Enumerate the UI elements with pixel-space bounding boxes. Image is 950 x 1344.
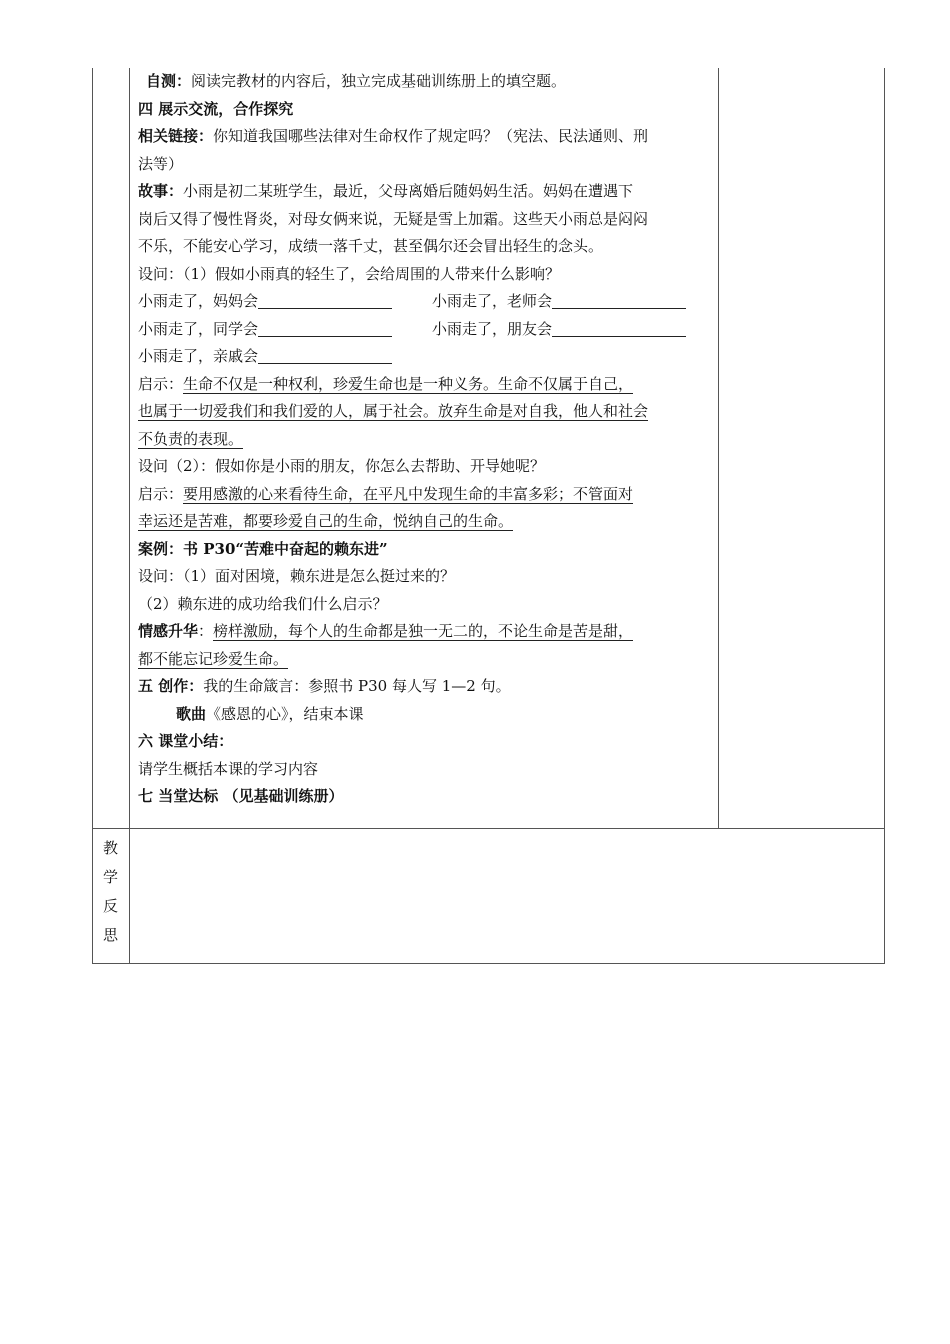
underlined-text: 幸运还是苦难，都要珍爱自己的生命，悦纳自己的生命。 — [138, 512, 514, 530]
text-line — [138, 673, 712, 701]
section-label: 歌曲 — [176, 704, 207, 723]
text: 小雨走了，妈妈会 — [138, 292, 259, 310]
text-line: 不乐，不能安心学习，成绩一落千丈，甚至偶尔还会冒出轻生的念头。 — [138, 237, 604, 255]
text-line: 法等） — [138, 154, 184, 173]
text-line: 设问（2）：假如你是小雨的朋友，你怎么去帮助、开导她呢？ — [138, 457, 546, 475]
text-line — [138, 646, 712, 674]
text-line — [138, 68, 712, 96]
text: 阅读完教材的内容后，独立完成基础训练册上的填空题。 — [191, 72, 567, 90]
case-heading: 案例：书 P30“苦难中奋起的赖东进” — [138, 539, 388, 558]
text-line: 岗后又得了慢性肾炎，对母女俩来说，无疑是雪上加霜。这些天小雨总是闷闷 — [138, 209, 649, 228]
fill-in-row — [138, 316, 712, 344]
text-line — [138, 481, 712, 509]
section-label: 故事： — [138, 182, 184, 200]
label-char: 学 — [102, 868, 118, 886]
text-line: （2）赖东进的成功给我们什么启示？ — [138, 594, 388, 613]
text-line: 设问：（1）面对困境，赖东进是怎么挺过来的？ — [138, 567, 456, 585]
answer-blank — [552, 292, 686, 309]
text-line — [138, 701, 712, 729]
text-line — [138, 426, 712, 454]
section-heading: 七 当堂达标 （见基础训练册） — [138, 787, 344, 805]
text: ： — [198, 622, 214, 640]
text-line — [138, 178, 712, 206]
fill-in-row — [138, 288, 712, 316]
teaching-reflection-label — [92, 828, 129, 950]
table-border-bottom — [92, 963, 885, 964]
table-border-inner-right — [718, 68, 719, 828]
table-border-right — [884, 68, 885, 964]
underlined-text: 也属于一切爱我们和我们爱的人，属于社会。放弃生命是对自我，他人和社会 — [138, 402, 649, 420]
answer-blank — [552, 320, 686, 337]
section-label: 相关链接： — [138, 127, 214, 145]
text: 《感恩的心》，结束本课 — [206, 704, 364, 723]
text: 你知道我国哪些法律对生命权作了规定吗？（宪法、民法通则、刑 — [213, 127, 649, 145]
underlined-text: 都不能忘记珍爱生命。 — [138, 649, 289, 668]
text: 小雨是初二某班学生，最近，父母离婚后随妈妈生活。妈妈在遭遇下 — [183, 182, 634, 200]
text-line: 请学生概括本课的学习内容 — [138, 759, 319, 778]
text: 小雨走了，朋友会 — [432, 319, 553, 338]
label-char: 反 — [102, 897, 118, 915]
underlined-text: 生命不仅是一种权利，珍爱生命也是一种义务。生命不仅属于自己， — [183, 374, 634, 393]
text-line — [138, 508, 712, 536]
label-char: 教 — [102, 839, 118, 857]
text: 我的生命箴言：参照书 P30 每人写 1—2 句。 — [203, 677, 511, 695]
section-heading: 四 展示交流，合作探究 — [138, 99, 294, 118]
text-line: 设问：（1）假如小雨真的轻生了，会给周围的人带来什么影响？ — [138, 264, 561, 283]
text: 小雨走了，老师会 — [432, 292, 553, 310]
underlined-text: 要用感激的心来看待生命，在平凡中发现生命的丰富多彩；不管面对 — [183, 484, 634, 503]
label-char: 思 — [102, 926, 118, 944]
section-label: 情感升华 — [138, 622, 199, 640]
underlined-text: 榜样激励，每个人的生命都是独一无二的，不论生命是苦是甜， — [213, 622, 634, 640]
text: 启示： — [138, 484, 184, 503]
section-label: 五 创作： — [138, 677, 204, 695]
text: 小雨走了，亲戚会 — [138, 347, 259, 365]
lesson-content — [138, 68, 712, 811]
table-border-inner-left — [129, 68, 130, 964]
text-line — [138, 398, 712, 426]
section-label: 自测： — [146, 72, 192, 90]
text-line — [138, 123, 712, 151]
fill-in-row — [138, 343, 712, 371]
text-line — [138, 371, 712, 399]
text-line — [138, 618, 712, 646]
answer-blank — [258, 347, 392, 364]
section-heading: 六 课堂小结： — [138, 732, 234, 750]
answer-blank — [258, 292, 392, 309]
text: 启示： — [138, 374, 184, 393]
answer-blank — [258, 320, 392, 337]
text: 小雨走了，同学会 — [138, 319, 259, 338]
table-row-divider — [92, 828, 885, 829]
underlined-text: 不负责的表现。 — [138, 429, 244, 448]
